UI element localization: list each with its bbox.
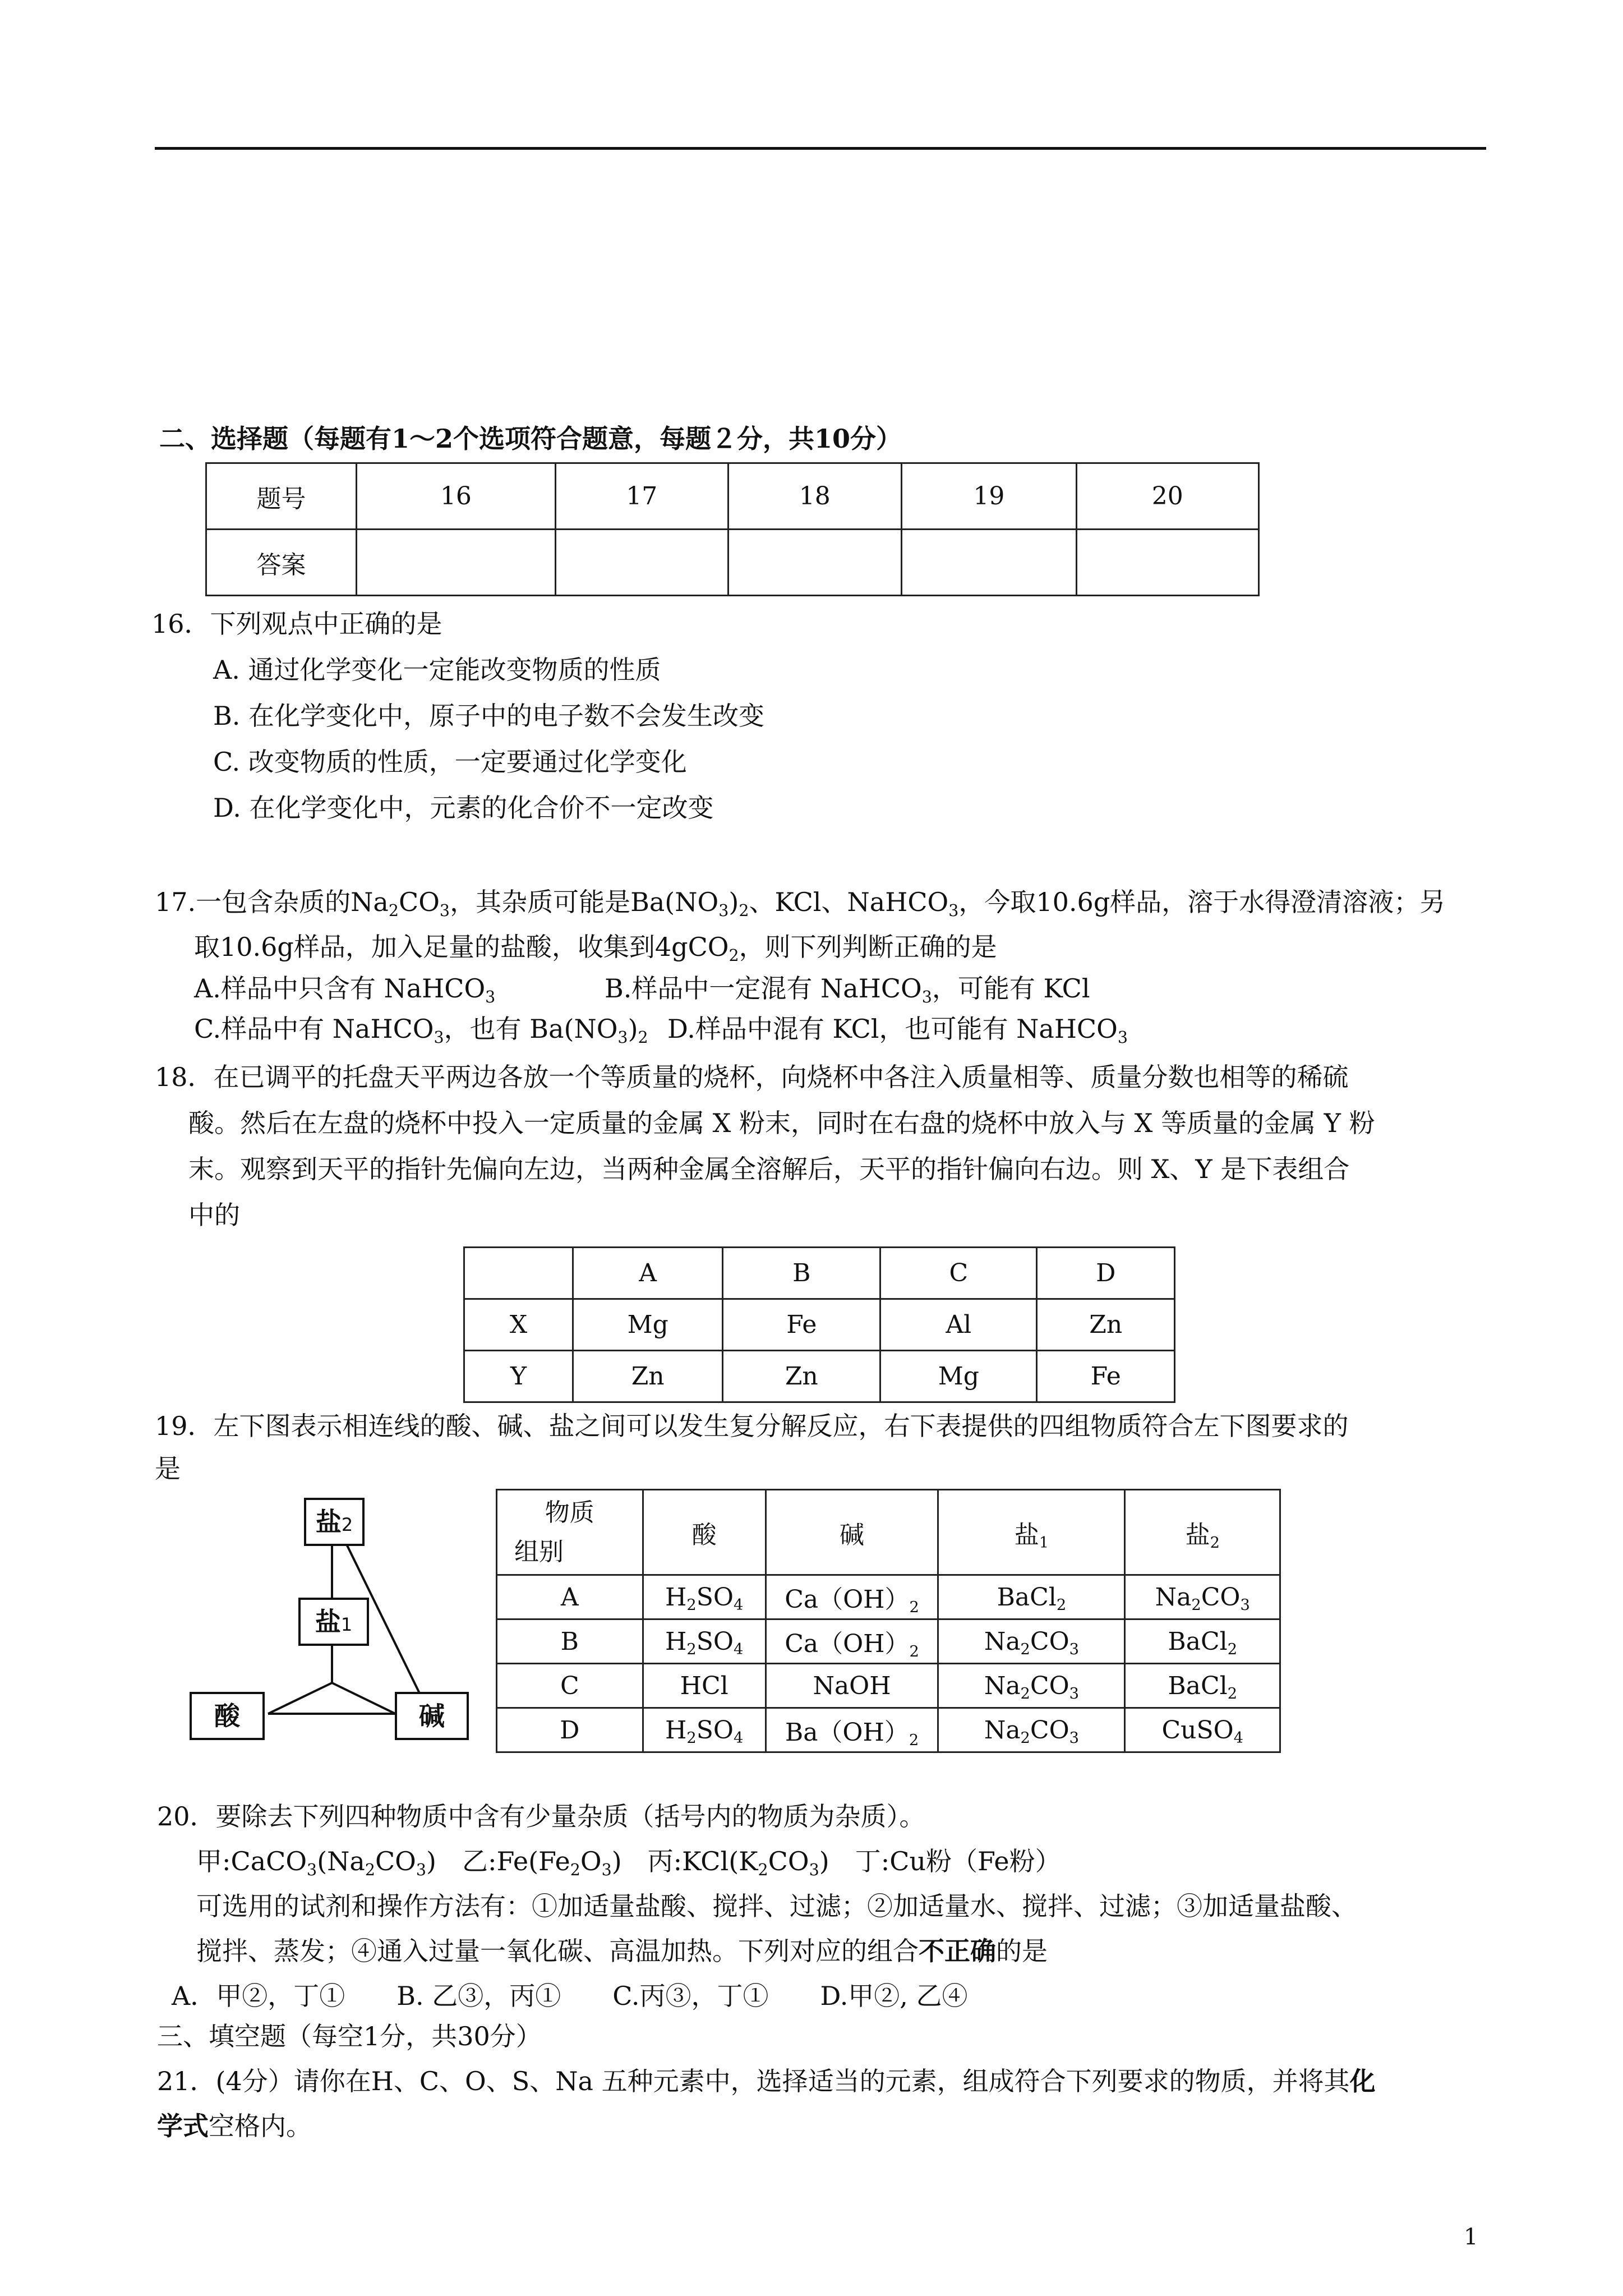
q19-header-acid: 酸 <box>643 1490 766 1575</box>
q17-option-c: C.样品中有 NaHCO3，也有 Ba(NO3)2 <box>194 1014 648 1047</box>
q17-option-a: A.样品中只含有 NaHCO3 <box>194 973 496 1006</box>
q19-group-cell: A <box>497 1575 643 1619</box>
answer-table-header-cell: 题号 <box>206 463 357 530</box>
q19-salt2-cell: Na2CO3 <box>1125 1575 1280 1619</box>
q20-stem: 20．要除去下列四种物质中含有少量杂质（括号内的物质为杂质）。 <box>157 1801 925 1832</box>
q21-line1: 21．(4分）请你在H、C、O、S、Na 五种元素中，选择适当的元素，组成符合下列要求的物质，并将其化 <box>157 2066 1376 2096</box>
q18-table-cell <box>464 1248 573 1299</box>
page-number: 1 <box>1464 2224 1478 2250</box>
q18-table <box>463 1246 1175 1403</box>
q20-items: 甲:CaCO3(Na2CO3) 乙:Fe(Fe2O3) 丙:KCl(K2CO3) 丁:Cu粉（Fe粉） <box>196 1846 1061 1879</box>
q19-salt1-cell: Na2CO3 <box>938 1708 1125 1752</box>
q19-row <box>497 1575 1280 1619</box>
q19-line2: 是 <box>155 1453 181 1484</box>
q20-methods-line2: 搅拌、蒸发；④通入过量一氧化碳、高温加热。下列对应的组合不正确的是 <box>196 1936 1048 1966</box>
q19-acid-cell: H2SO4 <box>643 1619 766 1664</box>
q18-table-cell: A <box>573 1248 722 1299</box>
q19-acid-cell: H2SO4 <box>643 1708 766 1752</box>
q16-stem: 16．下列观点中正确的是 <box>151 609 442 639</box>
q16-option-a: A. 通过化学变化一定能改变物质的性质 <box>213 655 661 685</box>
q17-option-b: B.样品中一定混有 NaHCO3，可能有 KCl <box>605 973 1090 1006</box>
q18-table-cell: Zn <box>573 1351 722 1402</box>
answer-cell[interactable] <box>356 530 555 596</box>
diagram-node-salt1: 盐1 <box>298 1598 369 1646</box>
q19-table <box>496 1489 1281 1753</box>
answer-table-header-cell: 20 <box>1076 463 1258 530</box>
q19-row <box>497 1619 1280 1664</box>
q19-base-cell: Ca（OH）2 <box>766 1619 938 1664</box>
answer-table <box>205 462 1260 596</box>
q19-diagram <box>179 1492 471 1745</box>
q18-table-cell: Mg <box>573 1299 722 1351</box>
diagram-node-acid: 酸 <box>190 1692 265 1740</box>
q18-table-cell: Mg <box>880 1351 1037 1402</box>
q18-table-cell: X <box>464 1299 573 1351</box>
q19-salt2-cell: BaCl2 <box>1125 1619 1280 1664</box>
q21-line2: 学式空格内。 <box>157 2111 312 2141</box>
answer-table-header-cell: 16 <box>356 463 555 530</box>
q19-row <box>497 1708 1280 1752</box>
q18-table-cell: C <box>880 1248 1037 1299</box>
q18-table-cell: Y <box>464 1351 573 1402</box>
section2-heading: 二、选择题（每题有1～2个选项符合题意，每题２分，共10分） <box>159 424 902 454</box>
q17-option-d: D.样品中混有 KCl，也可能有 NaHCO3 <box>667 1014 1128 1047</box>
q20-options: A．甲②，丁① B. 乙③，丙① C.丙③，丁① D.甲②, 乙④ <box>172 1981 968 2011</box>
answer-table-header-cell: 17 <box>555 463 728 530</box>
q18-table-cell: D <box>1037 1248 1175 1299</box>
q18-table-cell: Fe <box>1037 1351 1175 1402</box>
q19-header-salt2: 盐2 <box>1125 1490 1280 1575</box>
q19-header-base: 碱 <box>766 1490 938 1575</box>
q19-header-salt1: 盐1 <box>938 1490 1125 1575</box>
q16-option-c: C. 改变物质的性质，一定要通过化学变化 <box>213 747 687 777</box>
q19-base-cell: Ca（OH）2 <box>766 1575 938 1619</box>
q19-group-cell: C <box>497 1664 643 1708</box>
q18-line4: 中的 <box>188 1200 240 1230</box>
q19-salt1-cell: BaCl2 <box>938 1575 1125 1619</box>
q18-line2: 酸。然后在左盘的烧杯中投入一定质量的金属 X 粉末，同时在右盘的烧杯中放入与 X 等质量的金属 Y 粉 <box>188 1108 1375 1138</box>
q19-row <box>497 1664 1280 1708</box>
q20-methods-line1: 可选用的试剂和操作方法有：①加适量盐酸、搅拌、过滤；②加适量水、搅拌、过滤；③加适量盐酸、 <box>196 1891 1357 1921</box>
q16-option-b: B. 在化学变化中，原子中的电子数不会发生改变 <box>213 701 765 731</box>
q19-acid-cell: H2SO4 <box>643 1575 766 1619</box>
q16-option-d: D. 在化学变化中，元素的化合价不一定改变 <box>213 793 714 823</box>
q18-line1: 18．在已调平的托盘天平两边各放一个等质量的烧杯，向烧杯中各注入质量相等、质量分数也相等的稀硫 <box>155 1062 1349 1092</box>
answer-table-label-cell: 答案 <box>206 530 357 596</box>
q19-salt2-cell: CuSO4 <box>1125 1708 1280 1752</box>
q19-base-cell: Ba（OH）2 <box>766 1708 938 1752</box>
answer-cell[interactable] <box>728 530 902 596</box>
q19-line1: 19．左下图表示相连线的酸、碱、盐之间可以发生复分解反应，右下表提供的四组物质符合左下图要求的 <box>155 1411 1349 1441</box>
q19-salt2-cell: BaCl2 <box>1125 1664 1280 1708</box>
q19-group-cell: B <box>497 1619 643 1664</box>
q17-line2: 取10.6g样品，加入足量的盐酸，收集到4gCO2，则下列判断正确的是 <box>194 932 997 965</box>
q18-line3: 末。观察到天平的指针先偏向左边，当两种金属全溶解后，天平的指针偏向右边。则 X、Y 是下表组合 <box>188 1154 1350 1184</box>
q18-table-cell: B <box>723 1248 880 1299</box>
answer-cell[interactable] <box>902 530 1077 596</box>
answer-table-header-cell: 19 <box>902 463 1077 530</box>
section3-heading: 三、填空题（每空1分，共30分） <box>157 2021 542 2051</box>
q19-corner-cell: 物质 组别 <box>497 1490 643 1575</box>
diagram-node-base: 碱 <box>395 1692 469 1740</box>
q18-table-cell: Zn <box>1037 1299 1175 1351</box>
q19-salt1-cell: Na2CO3 <box>938 1619 1125 1664</box>
q18-table-cell: Zn <box>723 1351 880 1402</box>
q19-group-cell: D <box>497 1708 643 1752</box>
header-rule <box>155 147 1486 150</box>
q17-line1: 17.一包含杂质的Na2CO3，其杂质可能是Ba(NO3)2、KCl、NaHCO3，今取10.6g样品，溶于水得澄清溶液；另 <box>155 887 1446 920</box>
q19-salt1-cell: Na2CO3 <box>938 1664 1125 1708</box>
answer-cell[interactable] <box>1076 530 1258 596</box>
diagram-node-salt2: 盐2 <box>304 1498 365 1546</box>
answer-table-header-cell: 18 <box>728 463 902 530</box>
answer-cell[interactable] <box>555 530 728 596</box>
q19-base-cell: NaOH <box>766 1664 938 1708</box>
q18-table-cell: Fe <box>723 1299 880 1351</box>
q18-table-cell: Al <box>880 1299 1037 1351</box>
q19-acid-cell: HCl <box>643 1664 766 1708</box>
